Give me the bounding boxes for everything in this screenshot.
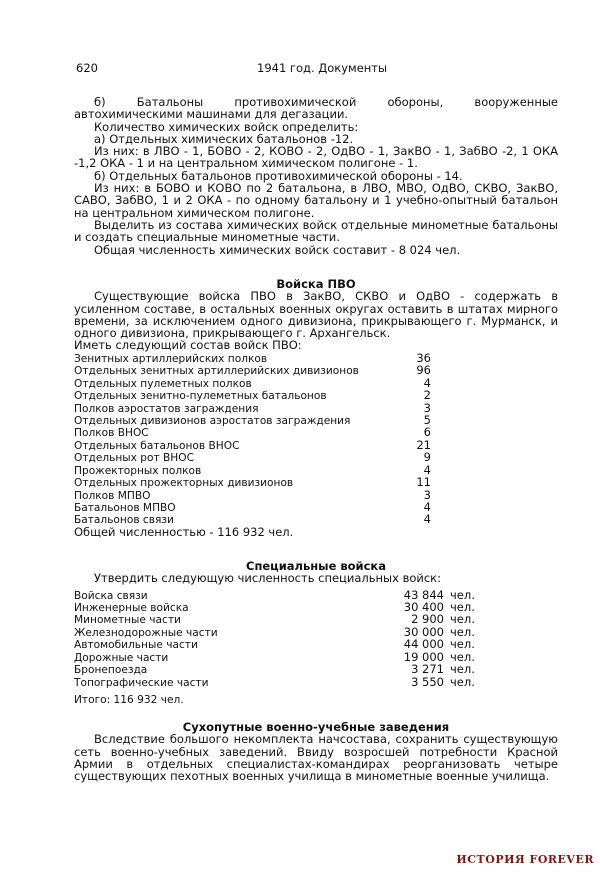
list-item [74,414,558,426]
list-item [74,513,558,525]
item-name: Отдельных пулеметных полков [74,377,252,390]
item-name: Отдельных дивизионов аэростатов заграждения [74,414,351,427]
list-item [74,626,558,638]
item-value: 96 [416,363,431,378]
list-item [74,389,558,401]
list-item [74,601,558,613]
item-name: Отдельных рот ВНОС [74,452,195,465]
item-value: 2 900 [411,612,444,627]
list-intro: Утвердить следующую численность специальных войск: [94,571,442,586]
watermark-logo: ИСТОРИЯ FOREVER [456,853,594,866]
item-name: Отдельных зенитных артиллерийских дивизионов [74,365,359,378]
item-value: 44 000 [403,637,444,652]
item-name: Отдельных батальонов ВНОС [74,439,240,452]
paragraph: б) Отдельных батальонов противохимической обороны - 14. [94,168,463,183]
item-unit: чел. [450,674,475,689]
item-name: Батальонов связи [74,514,174,527]
item-value: 36 [416,350,431,365]
special-section [74,560,558,706]
list-intro: Иметь следующий состав войск ПВО: [74,338,302,353]
list-item [74,501,558,513]
item-value: 30 000 [403,624,444,639]
item-name: Войска связи [74,589,148,602]
paragraph: Количество химических войск определить: [94,119,359,134]
item-value: 11 [416,475,431,490]
item-name: Отдельных зенитно-пулеметных батальонов [74,390,327,403]
item-name: Инженерные войска [74,602,189,615]
paragraph: Общая численность химических войск составит - 8 024 чел. [94,242,461,257]
schools-section [74,721,558,782]
item-unit: чел. [450,587,475,602]
paragraph: Существующие войска ПВО в ЗакВО, СКВО и ОдВО - содержать в усиленном составе, в остальных военных округах оставить в штатах мирного времени, за исключением одного дивизиона, прикрывающего г. Мурманск, и одного дивизиона, прикрывающего г. Архангельск. [74,289,558,341]
list-item [74,651,558,663]
list-item [74,364,558,376]
item-value: 5 [423,412,431,427]
item-name: Полков МПВО [74,489,151,502]
item-unit: чел. [450,624,475,639]
item-value: 2 [423,388,431,403]
item-value: 4 [423,500,431,515]
item-name: Зенитных артиллерийских полков [74,352,268,365]
section-heading: Сухопутные военно-учебные заведения [182,720,450,734]
item-name: Минометные части [74,614,181,627]
list-item [74,451,558,463]
item-name: Отдельных прожекторных дивизионов [74,477,294,490]
item-unit: чел. [450,637,475,652]
item-value: 3 [423,487,431,502]
item-name: Дорожные части [74,651,169,664]
paragraph: б) Батальоны противохимической обороны, вооруженные автохимическими машинами для дегазации. [74,95,558,122]
item-value: 4 [423,375,431,390]
item-value: 43 844 [403,587,444,602]
paragraph: Вследствие большого некомплекта начсостава, сохранить существующую сеть военно-учебных заведений. Ввиду возросшей потребности Красной Армии в отдельных специалистах-командирах реорганизовать четыре существующих пехотных военных училища в минометные военные училища. [74,732,558,784]
list-item [74,402,558,414]
item-name: Полков ВНОС [74,427,149,440]
item-value: 3 550 [411,674,444,689]
item-value: 3 [423,400,431,415]
item-unit: чел. [450,649,475,664]
item-unit: чел. [450,662,475,677]
item-value: 30 400 [403,600,444,615]
list-total: Итого: 116 932 чел. [74,694,184,707]
list-item [74,426,558,438]
item-name: Автомобильные части [74,639,198,652]
list-item [74,476,558,488]
item-name: Прожекторных полков [74,464,202,477]
list-item [74,676,558,688]
list-item [74,439,558,451]
item-value: 3 271 [411,662,444,677]
item-value: 19 000 [403,649,444,664]
item-unit: чел. [450,612,475,627]
item-value: 9 [423,450,431,465]
page-number: 620 [76,61,98,75]
paragraph: а) Отдельных химических батальонов -12. [94,131,354,146]
item-unit: чел. [450,600,475,615]
list-item [74,638,558,650]
section-heading: Специальные войска [246,559,386,573]
item-name: Железнодорожные части [74,626,218,639]
list-item [74,489,558,501]
running-title: 1941 год. Документы [257,61,388,75]
special-list [74,589,558,689]
list-item [74,589,558,601]
pvo-list [74,352,558,526]
item-name: Полков аэростатов заграждения [74,402,259,415]
list-item [74,613,558,625]
item-name: Бронепоезда [74,664,148,677]
chem-section [74,96,558,256]
list-item [74,352,558,364]
item-value: 21 [416,437,431,452]
item-name: Батальонов МПВО [74,502,176,515]
item-name: Топографические части [74,676,209,689]
pvo-section [74,278,558,538]
list-item [74,377,558,389]
paragraph: Из них: в ЛВО - 1, БОВО - 2, КОВО - 2, ОдВО - 1, ЗакВО - 1, ЗабВО -2, 1 ОКА -1,2 ОКА - 1 и на центральном химическом полигоне - 1. [74,144,558,171]
list-item [74,464,558,476]
paragraph: Выделить из состава химических войск отдельные минометные батальоны и создать специальные минометные части. [74,217,558,245]
list-total: Общей численностью - 116 932 чел. [74,524,294,539]
paragraph: Из них: в БОВО и КОВО по 2 батальона, в ЛВО, МВО, ОдВО, СКВО, ЗакВО, САВО, ЗабВО, 1 и 2 ОКА - по одному батальону и 1 учебно-опытный батальон на центральном химическом полигоне. [74,181,558,220]
section-heading: Войска ПВО [276,277,356,291]
item-value: 6 [423,425,431,440]
list-item [74,663,558,675]
item-value: 4 [423,512,431,527]
item-value: 4 [423,462,431,477]
